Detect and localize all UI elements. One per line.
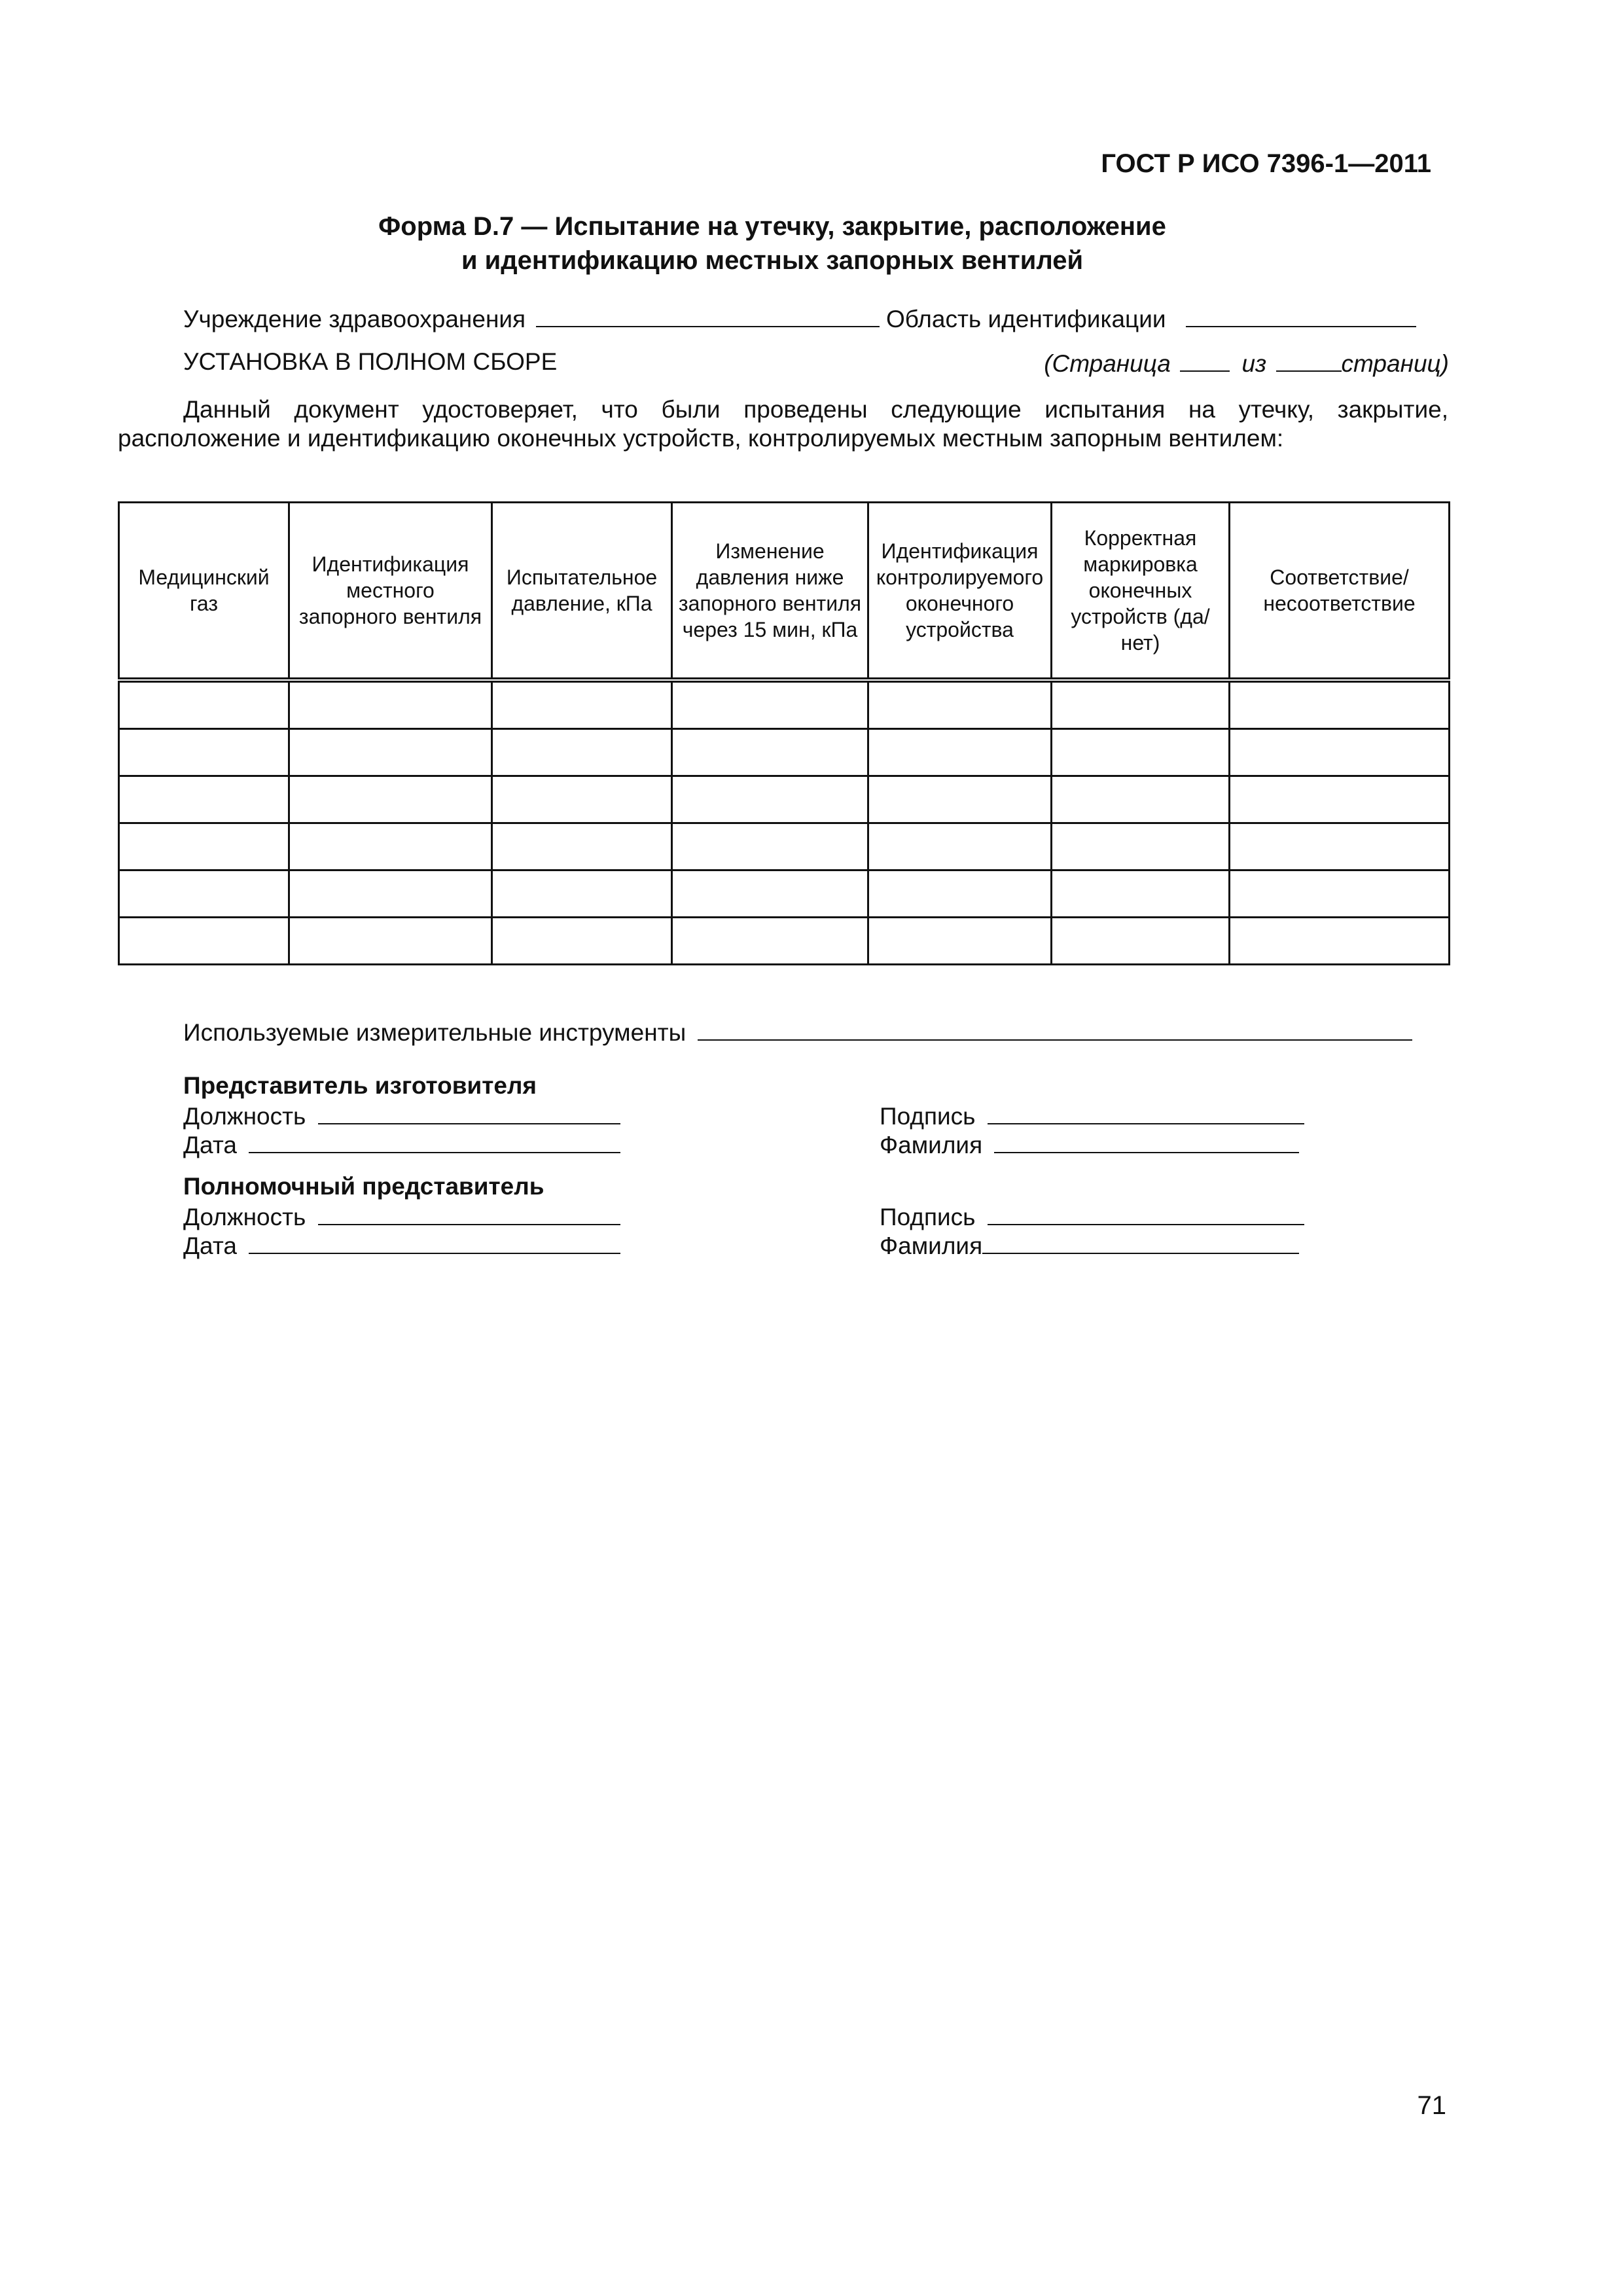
authorized-position-row xyxy=(183,1202,620,1231)
table-cell[interactable] xyxy=(289,776,492,823)
column-header: Идентификация местного запорного вентиля xyxy=(289,503,492,681)
column-header: Изменение давления ниже запорного вентиля через 15 мин, кПа xyxy=(672,503,868,681)
authorized-date-row xyxy=(183,1230,620,1260)
instruments-input-line[interactable] xyxy=(698,1017,1412,1041)
intro-paragraph: Данный документ удостоверяет, что были проведены следующие испытания на утечку, закрытие, расположение и идентификацию оконечных устройств, контролируемых местным запорным вентилем: xyxy=(118,396,1448,452)
surname-label: Фамилия xyxy=(880,1232,983,1259)
column-header: Соответствие/ несоответствие xyxy=(1230,503,1450,681)
page-number: 71 xyxy=(1417,2091,1446,2120)
installation-label: УСТАНОВКА В ПОЛНОМ СБОРЕ xyxy=(183,348,558,375)
surname-label: Фамилия xyxy=(880,1132,983,1158)
table-cell[interactable] xyxy=(672,680,868,729)
institution-field-row xyxy=(183,304,880,333)
table-cell[interactable] xyxy=(672,823,868,870)
date-label: Дата xyxy=(183,1132,237,1158)
signature-label: Подпись xyxy=(880,1204,976,1230)
manufacturer-surname-row xyxy=(880,1130,1299,1159)
table-cell[interactable] xyxy=(1052,680,1230,729)
table-row xyxy=(119,680,1450,729)
form-title-line-1: Форма D.7 — Испытание на утечку, закрытие, расположение xyxy=(378,212,1166,241)
manufacturer-position-row xyxy=(183,1101,620,1130)
institution-input-line[interactable] xyxy=(536,304,880,327)
date-label: Дата xyxy=(183,1232,237,1259)
table-cell[interactable] xyxy=(1052,729,1230,776)
authorized-signature-input[interactable] xyxy=(988,1202,1304,1225)
table-cell[interactable] xyxy=(289,680,492,729)
manufacturer-signature-row xyxy=(880,1101,1304,1130)
page-number-input[interactable] xyxy=(1180,348,1230,372)
table-cell[interactable] xyxy=(868,823,1052,870)
form-title-line-2: и идентификацию местных запорных вентилей xyxy=(461,246,1084,275)
table-cell[interactable] xyxy=(1230,680,1450,729)
table-cell[interactable] xyxy=(1052,776,1230,823)
table-cell[interactable] xyxy=(868,776,1052,823)
table-row xyxy=(119,870,1450,918)
authorized-surname-row xyxy=(880,1230,1299,1260)
table-cell[interactable] xyxy=(289,729,492,776)
table-cell[interactable] xyxy=(119,680,289,729)
table-cell[interactable] xyxy=(492,823,672,870)
table-cell[interactable] xyxy=(868,680,1052,729)
position-label: Должность xyxy=(183,1204,306,1230)
test-results-table xyxy=(118,501,1450,965)
table-cell[interactable] xyxy=(119,729,289,776)
table-cell[interactable] xyxy=(119,870,289,918)
table-cell[interactable] xyxy=(492,729,672,776)
table-cell[interactable] xyxy=(492,776,672,823)
table-cell[interactable] xyxy=(1230,918,1450,965)
authorized-rep-heading: Полномочный представитель xyxy=(183,1173,544,1200)
table-cell[interactable] xyxy=(1230,870,1450,918)
area-input-line[interactable] xyxy=(1186,304,1416,327)
table-cell[interactable] xyxy=(672,729,868,776)
area-label: Область идентификации xyxy=(886,306,1166,332)
table-cell[interactable] xyxy=(1230,776,1450,823)
manufacturer-surname-input[interactable] xyxy=(994,1130,1299,1153)
table-cell[interactable] xyxy=(1230,823,1450,870)
table-header-row xyxy=(119,503,1450,681)
page-close-label: страниц) xyxy=(1341,350,1449,377)
instruments-field-row xyxy=(183,1017,1412,1047)
manufacturer-date-input[interactable] xyxy=(249,1130,620,1153)
table-cell[interactable] xyxy=(289,870,492,918)
table-cell[interactable] xyxy=(868,729,1052,776)
table-cell[interactable] xyxy=(492,680,672,729)
table-cell[interactable] xyxy=(119,776,289,823)
table-cell[interactable] xyxy=(492,870,672,918)
authorized-signature-row xyxy=(880,1202,1304,1231)
table-cell[interactable] xyxy=(672,918,868,965)
signature-label: Подпись xyxy=(880,1103,976,1130)
column-header: Испытательное давление, кПа xyxy=(492,503,672,681)
table-cell[interactable] xyxy=(119,823,289,870)
table-cell[interactable] xyxy=(868,918,1052,965)
column-header: Корректная маркировка оконечных устройств (да/нет) xyxy=(1052,503,1230,681)
manufacturer-date-row xyxy=(183,1130,620,1159)
standard-number: ГОСТ Р ИСО 7396-1—2011 xyxy=(1101,149,1431,178)
table-cell[interactable] xyxy=(492,918,672,965)
table-cell[interactable] xyxy=(868,870,1052,918)
table-cell[interactable] xyxy=(1230,729,1450,776)
authorized-date-input[interactable] xyxy=(249,1230,620,1254)
page-counter xyxy=(1044,348,1449,378)
table-cell[interactable] xyxy=(1052,918,1230,965)
table-row xyxy=(119,729,1450,776)
table-cell[interactable] xyxy=(672,870,868,918)
institution-label: Учреждение здравоохранения xyxy=(183,306,526,332)
table-cell[interactable] xyxy=(289,918,492,965)
table-cell[interactable] xyxy=(289,823,492,870)
column-header: Медицинский газ xyxy=(119,503,289,681)
table-cell[interactable] xyxy=(119,918,289,965)
page-of-label: из xyxy=(1241,350,1267,377)
instruments-label: Используемые измерительные инструменты xyxy=(183,1019,687,1046)
table-row xyxy=(119,776,1450,823)
authorized-surname-input[interactable] xyxy=(982,1230,1299,1254)
table-row xyxy=(119,918,1450,965)
page-open-label: (Страница xyxy=(1044,350,1171,377)
table-cell[interactable] xyxy=(1052,870,1230,918)
table-cell[interactable] xyxy=(1052,823,1230,870)
page-total-input[interactable] xyxy=(1276,348,1342,372)
manufacturer-position-input[interactable] xyxy=(318,1101,620,1124)
authorized-position-input[interactable] xyxy=(318,1202,620,1225)
column-header: Идентификация контролируемого оконечного устройства xyxy=(868,503,1052,681)
manufacturer-signature-input[interactable] xyxy=(988,1101,1304,1124)
manufacturer-rep-heading: Представитель изготовителя xyxy=(183,1072,537,1099)
table-row xyxy=(119,823,1450,870)
table-cell[interactable] xyxy=(672,776,868,823)
position-label: Должность xyxy=(183,1103,306,1130)
area-field-row xyxy=(886,304,1416,333)
